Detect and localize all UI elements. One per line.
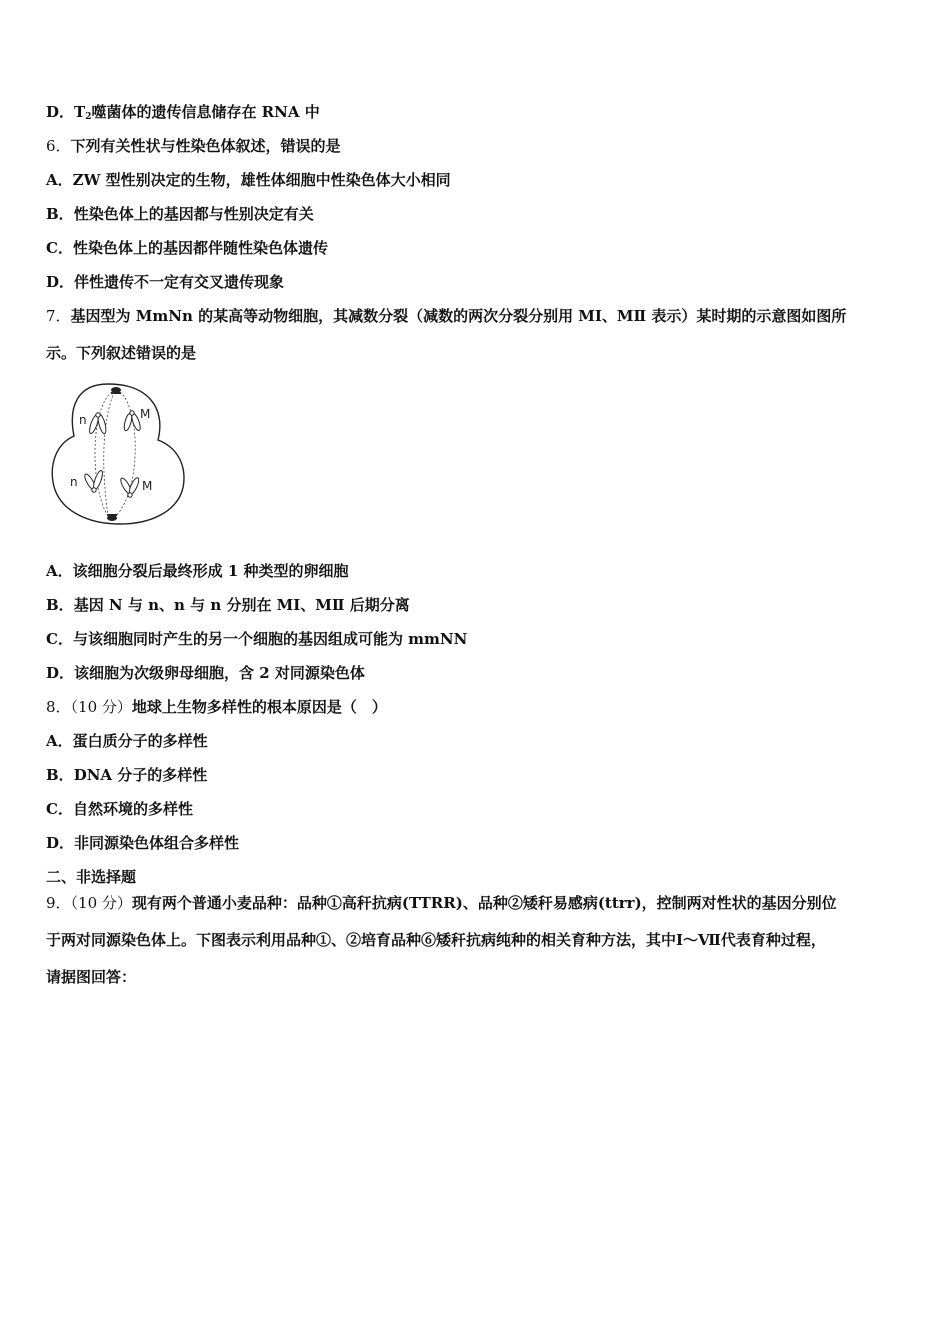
option-letter: B． bbox=[46, 766, 74, 784]
question-text: 基因型为 MmNn 的某高等动物细胞，其减数分裂（减数的两次分裂分别用 MⅠ、MⅡ 表示）某时期的示意图如图所 bbox=[70, 307, 847, 325]
option-text-pre: T bbox=[74, 103, 86, 121]
section-title: 二、非选择题 bbox=[46, 868, 137, 886]
q7-option-c bbox=[46, 629, 467, 649]
q8-option-c bbox=[46, 799, 193, 819]
cell-division-diagram bbox=[50, 378, 185, 528]
gene-label-M-bottom: M bbox=[142, 479, 153, 493]
option-text: DNA 分子的多样性 bbox=[73, 766, 208, 784]
centrosome-top-base bbox=[111, 392, 121, 394]
option-letter: A． bbox=[46, 732, 73, 750]
question-number: 7． bbox=[46, 307, 71, 325]
option-letter: D． bbox=[46, 834, 75, 852]
question-text: 现有两个普通小麦品种：品种①高秆抗病(TTRR)、品种②矮秆易感病(ttrr)，控制两对性状的基因分别位 bbox=[131, 894, 837, 912]
option-text: 与该细胞同时产生的另一个细胞的基因组成可能为 mmNN bbox=[72, 630, 468, 648]
option-letter: A． bbox=[46, 171, 73, 189]
q6-option-c bbox=[46, 238, 328, 258]
q7-option-d bbox=[46, 663, 365, 683]
chromosome bbox=[92, 470, 104, 491]
option-letter: C． bbox=[46, 800, 73, 818]
question-score: （10 分） bbox=[70, 894, 132, 912]
gene-label-M-top: M bbox=[140, 407, 151, 421]
q8-option-b bbox=[46, 765, 207, 785]
subscript: 2 bbox=[85, 112, 92, 122]
question-number: 6． bbox=[46, 137, 71, 155]
q7-stem-line2 bbox=[46, 343, 196, 363]
question-number: 9． bbox=[46, 894, 71, 912]
q7-option-b bbox=[46, 595, 410, 615]
q9-stem-line2: 于两对同源染色体上。下图表示利用品种①、②培育品种⑥矮秆抗病纯种的相关育种方法，其中Ⅰ～Ⅶ代表育种过程， bbox=[46, 931, 826, 949]
spindle-fiber bbox=[104, 392, 114, 516]
option-text: ZW 型性别决定的生物，雄性体细胞中性染色体大小相同 bbox=[72, 171, 451, 189]
option-letter: D． bbox=[46, 273, 75, 291]
option-text: 自然环境的多样性 bbox=[72, 800, 193, 818]
question-text: 下列有关性状与性染色体叙述，错误的是 bbox=[70, 137, 341, 155]
option-letter: B． bbox=[46, 205, 74, 223]
centromere bbox=[128, 493, 132, 497]
option-text: 该细胞分裂后最终形成 1 种类型的卵细胞 bbox=[72, 562, 349, 580]
option-text: 性染色体上的基因都与性别决定有关 bbox=[73, 205, 314, 223]
option-letter: D． bbox=[46, 103, 75, 121]
question-number: 8． bbox=[46, 698, 71, 716]
gene-label-n-bottom: n bbox=[70, 475, 78, 489]
q9-stem-line3: 请据图回答： bbox=[46, 968, 137, 986]
option-letter: C． bbox=[46, 630, 73, 648]
gene-label-n-top: n bbox=[79, 413, 87, 427]
question-text: 地球上生物多样性的根本原因是（ ） bbox=[131, 698, 387, 716]
option-text: 基因 N 与 n、n 与 n 分别在 MⅠ、MⅡ 后期分离 bbox=[73, 596, 410, 614]
q6-option-a bbox=[46, 170, 451, 190]
option-text: 非同源染色体组合多样性 bbox=[74, 834, 240, 852]
centromere bbox=[92, 488, 96, 492]
question-text: 示。下列叙述错误的是 bbox=[46, 344, 197, 362]
q6-option-d bbox=[46, 272, 284, 292]
centromere bbox=[130, 411, 134, 415]
option-text: 性染色体上的基因都伴随性染色体遗传 bbox=[72, 239, 328, 257]
option-text: 伴性遗传不一定有交叉遗传现象 bbox=[74, 273, 285, 291]
centromere bbox=[96, 413, 100, 417]
q5-option-d bbox=[46, 102, 320, 127]
q7-stem-line1 bbox=[46, 306, 846, 326]
spindle-fiber bbox=[95, 392, 112, 516]
q9-stem-line1 bbox=[46, 893, 837, 913]
option-letter: A． bbox=[46, 562, 73, 580]
option-letter: B． bbox=[46, 596, 74, 614]
q6-stem bbox=[46, 136, 341, 156]
option-letter: C． bbox=[46, 239, 73, 257]
option-text: 该细胞为次级卵母细胞，含 2 对同源染色体 bbox=[74, 664, 365, 682]
option-text-post: 噬菌体的遗传信息储存在 RNA 中 bbox=[91, 103, 320, 121]
cell-membrane bbox=[52, 384, 184, 524]
q8-option-a bbox=[46, 731, 208, 751]
q8-option-d bbox=[46, 833, 239, 853]
q7-option-a bbox=[46, 561, 349, 581]
q8-stem bbox=[46, 697, 387, 717]
option-letter: D． bbox=[46, 664, 75, 682]
question-score: （10 分） bbox=[70, 698, 132, 716]
q6-option-b bbox=[46, 204, 314, 224]
centrosome-bottom-base bbox=[107, 514, 117, 516]
option-text: 蛋白质分子的多样性 bbox=[72, 732, 208, 750]
